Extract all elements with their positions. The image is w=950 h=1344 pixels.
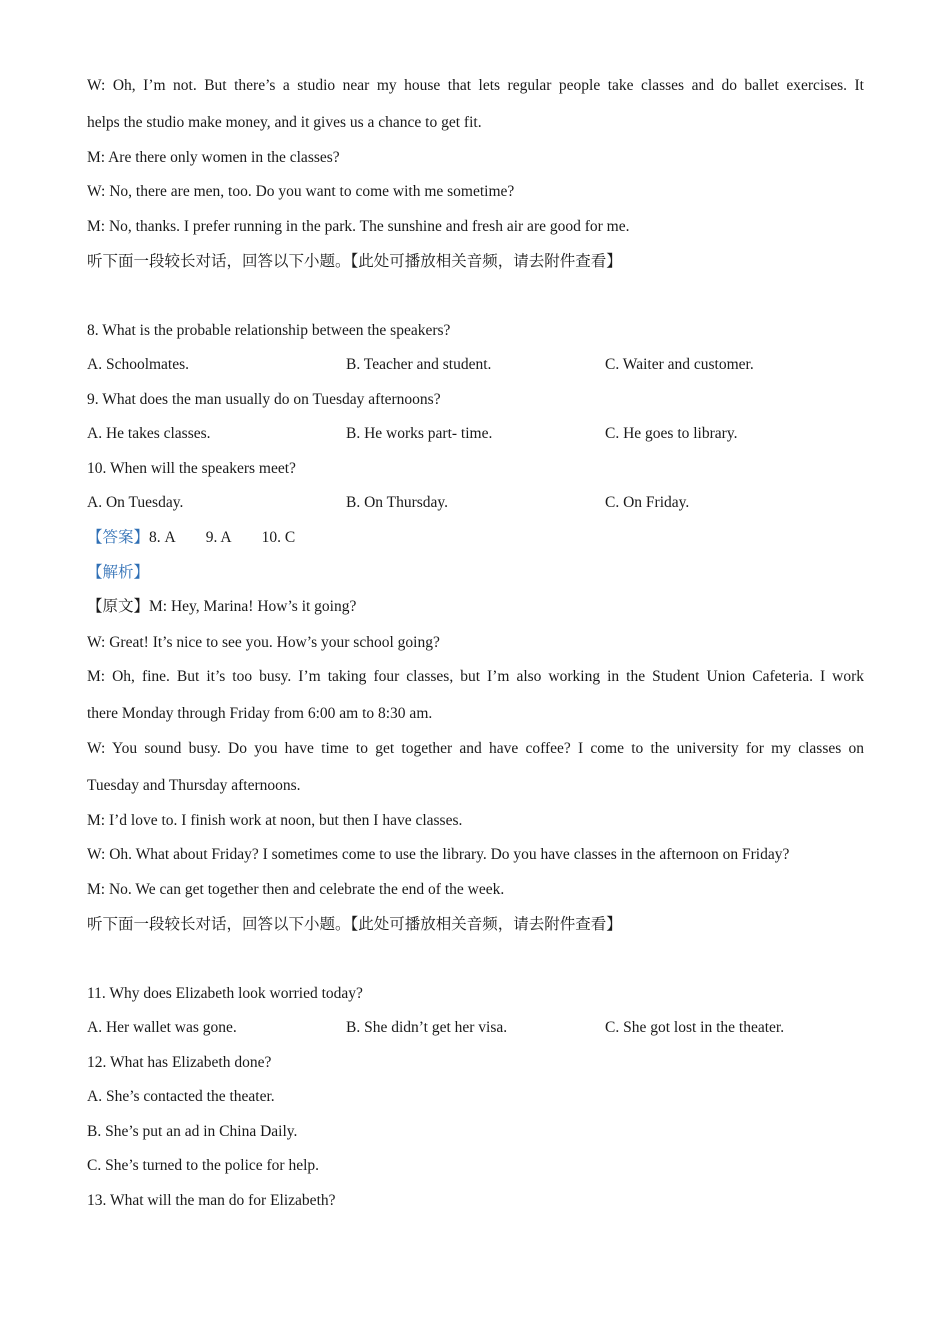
question-10-stem: 10. When will the speakers meet?: [87, 460, 296, 477]
question-12-option-c: C. She’s turned to the police for help.: [87, 1157, 320, 1174]
transcript-line: W: Oh. What about Friday? I sometimes come to use the library. Do you have classes in the afternoon on Friday?: [87, 846, 790, 863]
question-10-option-c: C. On Friday.: [605, 494, 690, 511]
answer-line: [87, 528, 864, 548]
answer-8: 8. A: [149, 529, 176, 546]
question-10-option-a: A. On Tuesday.: [87, 494, 184, 511]
question-13-stem: 13. What will the man do for Elizabeth?: [87, 1192, 336, 1209]
transcript-label: 【原文】: [87, 598, 150, 615]
dialogue-line: helps the studio make money, and it gives us a chance to get fit.: [87, 114, 482, 131]
transcript-line: there Monday through Friday from 6:00 am to 8:30 am.: [87, 705, 433, 722]
dialogue-line: M: No, thanks. I prefer running in the park. The sunshine and fresh air are good for me.: [87, 218, 630, 235]
answer-10: 10. C: [261, 529, 296, 546]
transcript-line: M: I’d love to. I finish work at noon, but then I have classes.: [87, 812, 463, 829]
analysis-label: 【解析】: [87, 564, 150, 581]
question-11-option-b: B. She didn’t get her visa.: [346, 1019, 508, 1036]
transcript-line: M: No. We can get together then and celebrate the end of the week.: [87, 881, 505, 898]
dialogue-line: W: Oh, I’m not. But there’s a studio near my house that lets regular people take classes and do ballet exercises. It: [87, 77, 864, 94]
transcript-line: [87, 597, 864, 617]
question-9-option-a: A. He takes classes.: [87, 425, 211, 442]
question-11-option-a: A. Her wallet was gone.: [87, 1019, 237, 1036]
question-9-stem: 9. What does the man usually do on Tuesday afternoons?: [87, 391, 441, 408]
transcript-text: M: Hey, Marina! How’s it going?: [149, 598, 357, 615]
transcript-line: W: Great! It’s nice to see you. How’s your school going?: [87, 634, 440, 651]
answer-label: 【答案】: [87, 529, 150, 546]
question-12-option-a: A. She’s contacted the theater.: [87, 1088, 275, 1105]
question-8-option-b: B. Teacher and student.: [346, 356, 492, 373]
answer-9: 9. A: [205, 529, 232, 546]
question-8-stem: 8. What is the probable relationship between the speakers?: [87, 322, 451, 339]
listening-instruction: 听下面一段较长对话，回答以下小题。【此处可播放相关音频，请去附件查看】: [87, 916, 622, 933]
dialogue-line: M: Are there only women in the classes?: [87, 149, 340, 166]
transcript-line: Tuesday and Thursday afternoons.: [87, 777, 301, 794]
question-10-option-b: B. On Thursday.: [346, 494, 449, 511]
listening-instruction: 听下面一段较长对话，回答以下小题。【此处可播放相关音频，请去附件查看】: [87, 253, 622, 270]
question-11-option-c: C. She got lost in the theater.: [605, 1019, 785, 1036]
question-12-stem: 12. What has Elizabeth done?: [87, 1054, 272, 1071]
question-8-option-a: A. Schoolmates.: [87, 356, 190, 373]
question-12-option-b: B. She’s put an ad in China Daily.: [87, 1123, 298, 1140]
transcript-line: W: You sound busy. Do you have time to get together and have coffee? I come to the university for my classes on: [87, 740, 864, 757]
transcript-line: M: Oh, fine. But it’s too busy. I’m taking four classes, but I’m also working in the Student Union Cafeteria. I work: [87, 668, 864, 685]
question-9-option-c: C. He goes to library.: [605, 425, 738, 442]
dialogue-line: W: No, there are men, too. Do you want to come with me sometime?: [87, 183, 515, 200]
question-11-stem: 11. Why does Elizabeth look worried today?: [87, 985, 363, 1002]
question-8-option-c: C. Waiter and customer.: [605, 356, 754, 373]
question-9-option-b: B. He works part- time.: [346, 425, 493, 442]
